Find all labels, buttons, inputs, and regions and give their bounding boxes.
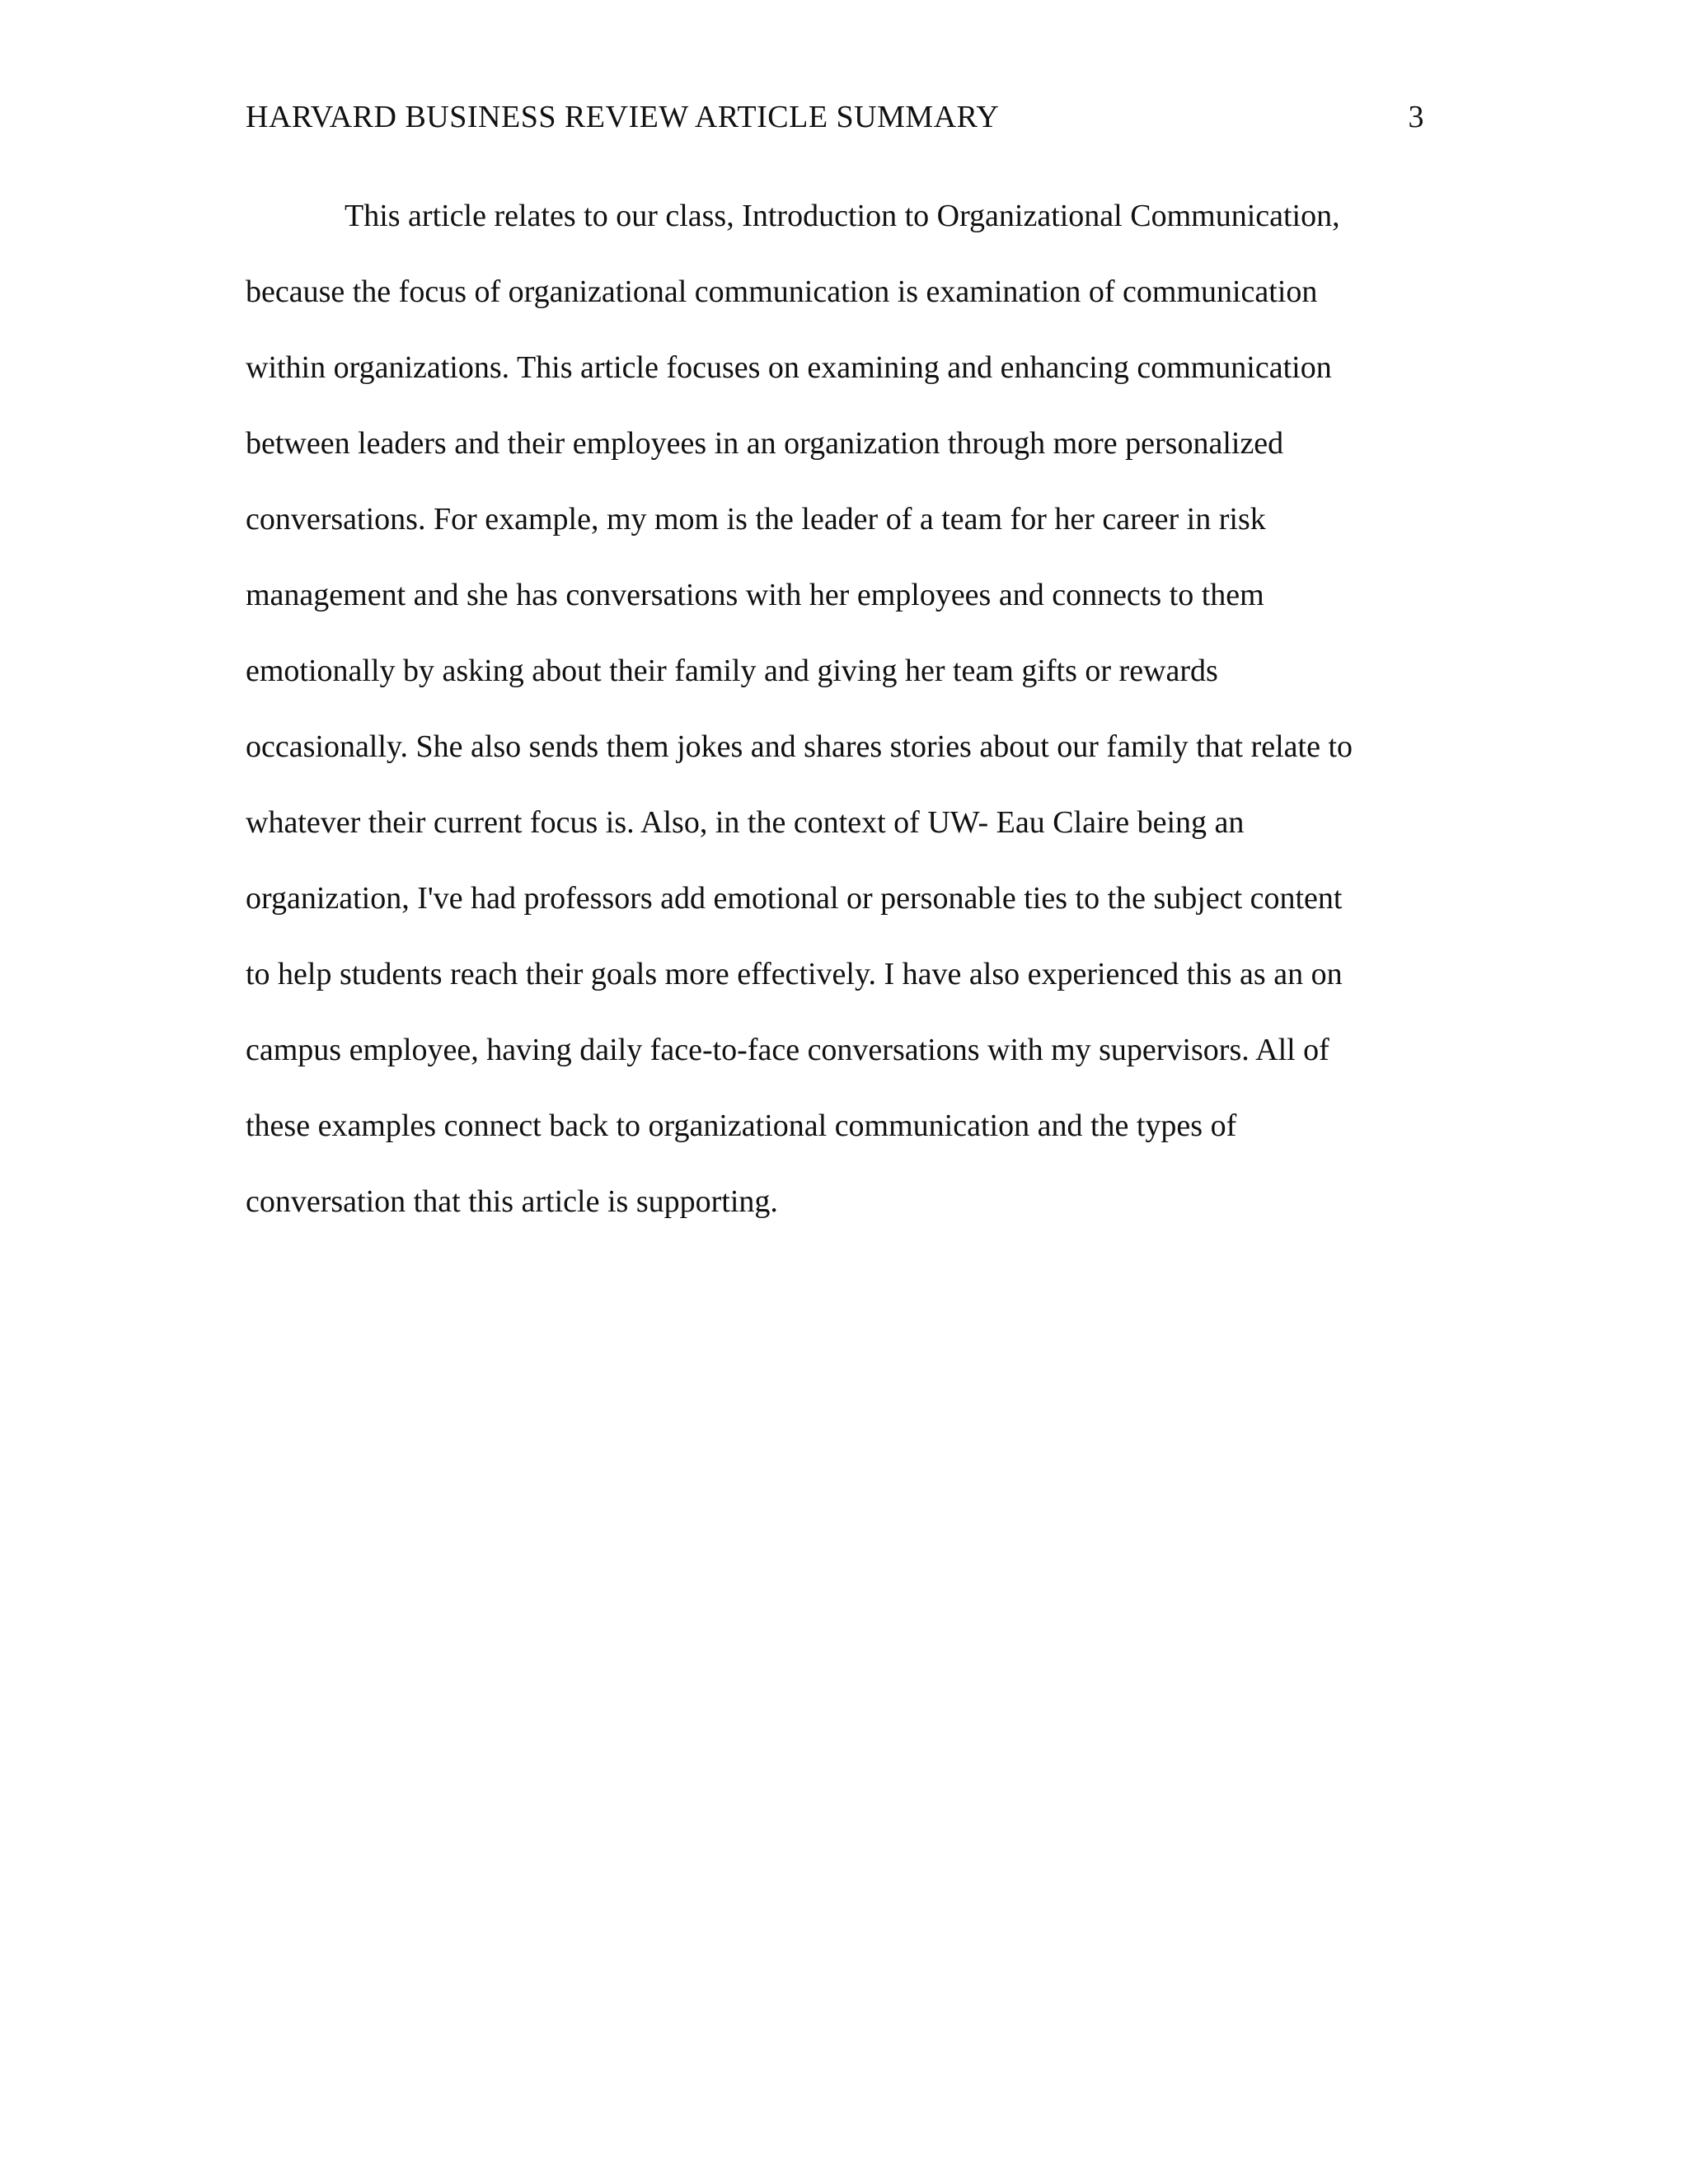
- paragraph-line: organization, I've had professors add emotional or personable ties to the subject content: [246, 881, 1343, 916]
- page-number: 3: [1408, 100, 1424, 134]
- paragraph-line: campus employee, having daily face-to-face conversations with my supervisors. All of: [246, 1033, 1329, 1067]
- paragraph-line: occasionally. She also sends them jokes and shares stories about our family that relate to: [246, 729, 1353, 764]
- paragraph-line: management and she has conversations with her employees and connects to them: [246, 578, 1264, 612]
- paragraph-line: within organizations. This article focuses on examining and enhancing communication: [246, 350, 1332, 385]
- paragraph-line: conversation that this article is supporting.: [246, 1184, 778, 1219]
- running-head: [246, 92, 1424, 142]
- paragraph-line: conversations. For example, my mom is the leader of a team for her career in risk: [246, 502, 1266, 537]
- paragraph-line: to help students reach their goals more effectively. I have also experienced this as an on: [246, 957, 1343, 991]
- paragraph-line: whatever their current focus is. Also, in the context of UW- Eau Claire being an: [246, 805, 1245, 840]
- paragraph-line: because the focus of organizational communication is examination of communication: [246, 274, 1318, 309]
- paragraph-line: between leaders and their employees in an organization through more personalized: [246, 426, 1284, 461]
- paragraph-line: emotionally by asking about their family and giving her team gifts or rewards: [246, 654, 1218, 688]
- paragraph-line: This article relates to our class, Introduction to Organizational Communication,: [345, 199, 1340, 233]
- paragraph-line: these examples connect back to organizational communication and the types of: [246, 1108, 1237, 1143]
- body-paragraph: [246, 191, 1424, 1253]
- running-head-title: HARVARD BUSINESS REVIEW ARTICLE SUMMARY: [246, 100, 1000, 134]
